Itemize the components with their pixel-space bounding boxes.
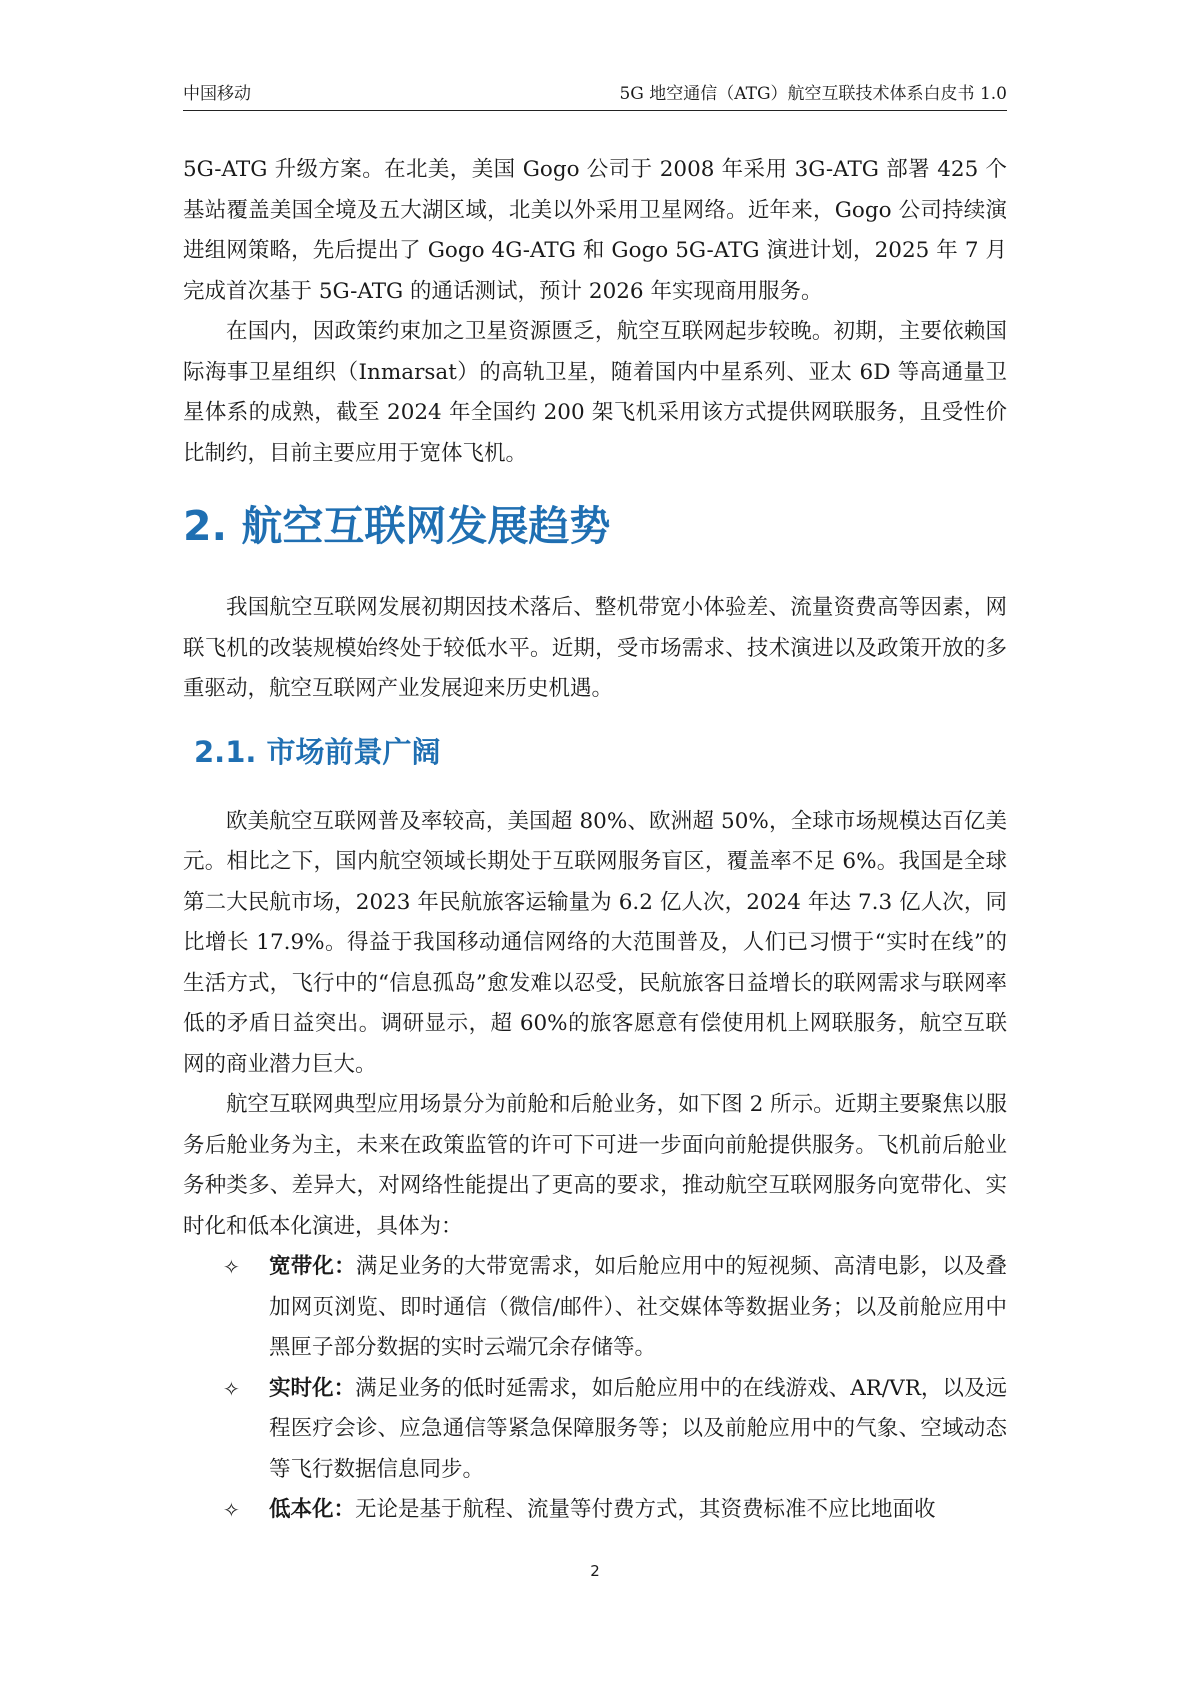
- page-header: [183, 82, 1007, 111]
- diamond-bullet-icon: ✧: [223, 1376, 240, 1401]
- paragraph-atg-north-america: 5G-ATG 升级方案。在北美，美国 Gogo 公司于 2008 年采用 3G-ATG 部署 425 个基站覆盖美国全境及五大湖区域，北美以外采用卫星网络。近年来，Gogo 公司持续演进组网策略，先后提出了 Gogo 4G-ATG 和 Gogo 5G-ATG 演进计划，2025 年 7 月完成首次基于 5G-ATG 的通话测试，预计 2026 年实现商用服务。: [183, 157, 1007, 304]
- bullet-term: 低本化：: [269, 1497, 356, 1522]
- list-item: [183, 1369, 1007, 1491]
- diamond-bullet-icon: ✧: [223, 1255, 240, 1279]
- page-number: 2: [590, 1562, 600, 1580]
- paragraph-market: 欧美航空互联网普及率较高，美国超 80%、欧洲超 50%，全球市场规模达百亿美元。相比之下，国内航空领域长期处于互联网服务盲区，覆盖率不足 6%。我国是全球第二大民航市场，2023 年民航旅客运输量为 6.2 亿人次，2024 年达 7.3 亿人次，同比增长 17.9%。得益于我国移动通信网络的大范围普及，人们已习惯于“实时在线”的生活方式，飞行中的“信息孤岛”愈发难以忍受，民航旅客日益增长的联网需求与联网率低的矛盾日益突出。调研显示，超 60%的旅客愿意有偿使用机上网联服务，航空互联网的商业潜力巨大。: [183, 808, 1007, 1077]
- diamond-bullet-icon: ✧: [223, 1498, 240, 1522]
- page-content: [183, 150, 1007, 1531]
- subsection-title: 2.1. 市场前景广阔: [194, 734, 441, 769]
- list-item: [183, 1490, 1007, 1531]
- bullet-term: 宽带化：: [269, 1254, 356, 1279]
- header-doc-title: 5G 地空通信（ATG）航空互联技术体系白皮书 1.0: [619, 84, 1007, 104]
- paragraph-domestic-satellite: 在国内，因政策约束加之卫星资源匮乏，航空互联网起步较晚。初期，主要依赖国际海事卫星组织（Inmarsat）的高轨卫星，随着国内中星系列、亚太 6D 等高通量卫星体系的成熟，截至 2024 年全国约 200 架飞机采用该方式提供网联服务，且受性价比制约，目前主要应用于宽体飞机。: [183, 319, 1007, 466]
- bullet-text: 满足业务的大带宽需求，如后舱应用中的短视频、高清电影，以及叠加网页浏览、即时通信（微信/邮件）、社交媒体等数据业务；以及前舱应用中黑匣子部分数据的实时云端冗余存储等。: [269, 1254, 1007, 1360]
- list-item: [183, 1247, 1007, 1369]
- section-intro: 我国航空互联网发展初期因技术落后、整机带宽小体验差、流量资费高等因素，网联飞机的改装规模始终处于较低水平。近期，受市场需求、技术演进以及政策开放的多重驱动，航空互联网产业发展迎来历史机遇。: [183, 595, 1007, 701]
- section-title: 2. 航空互联网发展趋势: [183, 502, 611, 550]
- bullet-text: 满足业务的低时延需求，如后舱应用中的在线游戏、AR/VR，以及远程医疗会诊、应急通信等紧急保障服务等；以及前舱应用中的气象、空域动态等飞行数据信息同步。: [269, 1375, 1007, 1482]
- header-org: 中国移动: [183, 84, 251, 104]
- bullet-term: 实时化：: [269, 1375, 356, 1401]
- paragraph-scenarios: 航空互联网典型应用场景分为前舱和后舱业务，如下图 2 所示。近期主要聚焦以服务后舱业务为主，未来在政策监管的许可下可进一步面向前舱提供服务。飞机前后舱业务种类多、差异大，对网络性能提出了更高的要求，推动航空互联网服务向宽带化、实时化和低本化演进，具体为：: [183, 1092, 1007, 1239]
- bullet-text: 无论是基于航程、流量等付费方式，其资费标准不应比地面收: [355, 1497, 936, 1522]
- trend-list: [183, 1247, 1007, 1531]
